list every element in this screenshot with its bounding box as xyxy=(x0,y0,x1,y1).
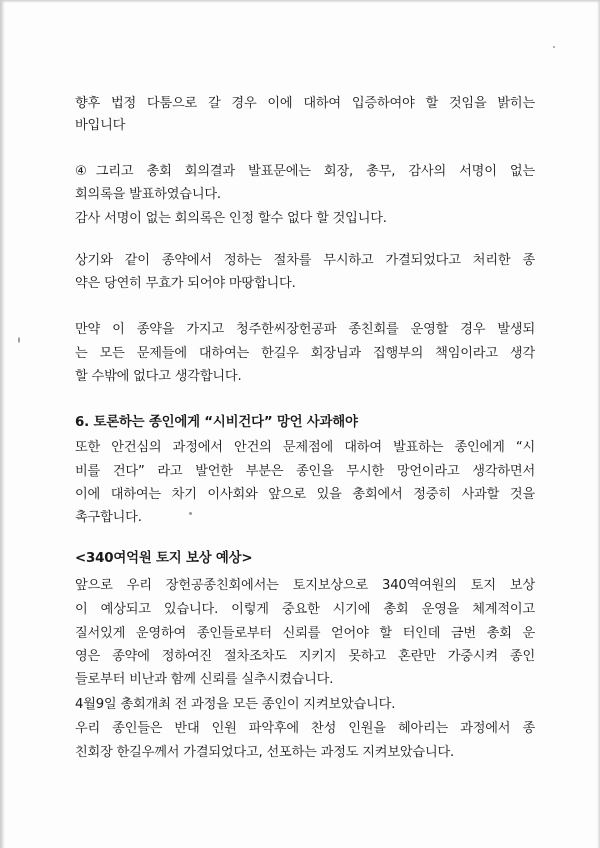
paragraph-line: 우리 종인들은 반대 인원 파악후에 찬성 인원을 헤아리는 과정에서 종 xyxy=(75,721,535,736)
paragraph-line: 이 예상되고 있습니다. 이렇게 중요한 시기에 총회 운영을 체계적이고 xyxy=(75,602,535,617)
paragraph-line: 4월9일 총회개최 전 과정을 모든 종인이 지켜보았습니다. xyxy=(75,697,396,712)
section-heading: 6. 토론하는 종인에게 “시비건다” 망언 사과해야 xyxy=(75,415,358,430)
scan-speck xyxy=(189,512,192,515)
paragraph-line: 친회장 한길우께서 가결되었다고, 선포하는 과정도 지켜보았습니다. xyxy=(75,745,455,760)
paragraph-line: 약은 당연히 무효가 되어야 마땅합니다. xyxy=(75,276,296,291)
paragraph-line: 촉구합니다. xyxy=(75,510,142,525)
paragraph-line: 회의록을 발표하였습니다. xyxy=(75,187,221,202)
paragraph-line: 이에 대하여는 차기 이사회와 앞으로 있을 총회에서 정중히 사과할 것을 xyxy=(75,487,535,502)
section-heading: <340여억원 토지 보상 예상> xyxy=(75,551,253,566)
paragraph-line: 상기와 같이 종약에서 정하는 절차를 무시하고 가결되었다고 처리한 종 xyxy=(75,253,535,268)
paragraph-line: 감사 서명이 없는 회의록은 인정 할수 없다 할 것입니다. xyxy=(75,211,387,226)
paragraph-line: 들로부터 비난과 함께 신뢰를 실추시켰습니다. xyxy=(75,672,334,687)
paragraph-line: 할 수밖에 없다고 생각합니다. xyxy=(75,369,242,384)
paragraph-line: 바입니다 xyxy=(75,118,126,133)
paragraph-line: ④그리고 총회 회의결과 발표문에는 회장, 총무, 감사의 서명이 없는 xyxy=(75,164,535,179)
scan-edge-left xyxy=(0,0,5,848)
paragraph-line: 만약 이 종약을 가지고 청주한씨장헌공파 종친회를 운영할 경우 발생되 xyxy=(75,322,535,337)
scan-speck xyxy=(18,337,20,343)
paragraph-line: 앞으로 우리 장헌공종친회에서는 토지보상으로 340역여원의 토지 보상 xyxy=(75,578,535,593)
paragraph-line: 는 모든 문제들에 대하여는 한길우 회장님과 집행부의 책임이라고 생각 xyxy=(75,346,535,361)
paragraph-line: 질서있게 운영하여 종인들로부터 신뢰를 얻어야 할 터인데 금번 총회 운 xyxy=(75,626,535,641)
paragraph-line: 향후 법정 다툼으로 갈 경우 이에 대하여 입증하여야 할 것임을 밝히는 xyxy=(75,96,535,111)
paragraph-line: 또한 안건심의 과정에서 안건의 문제점에 대하여 발표하는 종인에게 “시 xyxy=(75,440,535,455)
paragraph-line: 영은 종약에 정하여진 절차조차도 지키지 못하고 혼란만 가중시켜 종인 xyxy=(75,649,535,664)
scan-speck xyxy=(553,46,555,48)
paragraph-line: 비를 건다” 라고 발언한 부분은 종인을 무시한 망언이라고 생각하면서 xyxy=(75,464,535,479)
scan-edge-top xyxy=(0,0,600,3)
